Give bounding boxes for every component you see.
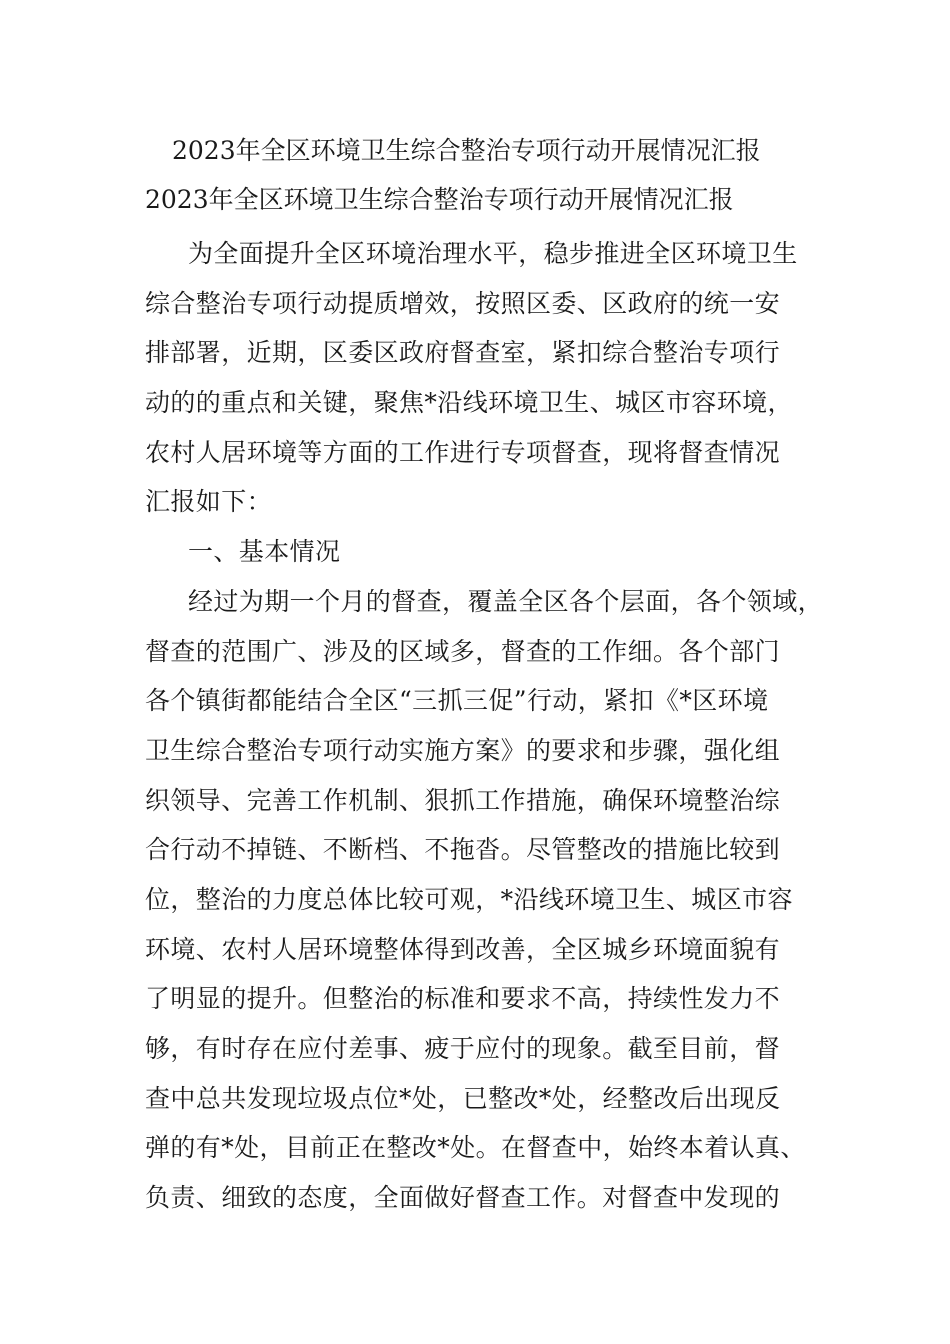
paragraph-line: 经过为期一个月的督查，覆盖全区各个层面，各个领域，	[188, 586, 824, 616]
paragraph-line: 织领导、完善工作机制、狠抓工作措施，确保环境整治综	[145, 785, 781, 815]
document-title-repeat: 2023年全区环境卫生综合整治专项行动开展情况汇报	[145, 185, 734, 214]
paragraph-line: 综合整治专项行动提质增效，按照区委、区政府的统一安	[145, 288, 781, 318]
paragraph-line: 位，整治的力度总体比较可观，*沿线环境卫生、城区市容	[145, 884, 793, 914]
paragraph-line: 农村人居环境等方面的工作进行专项督查，现将督查情况	[145, 437, 781, 467]
paragraph-line: 负责、细致的态度，全面做好督查工作。对督查中发现的	[145, 1183, 781, 1213]
paragraph-line: 卫生综合整治专项行动实施方案》的要求和步骤，强化组	[145, 735, 781, 765]
paragraph-line: 了明显的提升。但整治的标准和要求不高，持续性发力不	[145, 984, 781, 1014]
paragraph-line: 排部署，近期，区委区政府督查室，紧扣综合整治专项行	[145, 338, 781, 368]
paragraph-line: 各个镇街都能结合全区“三抓三促”行动，紧扣《*区环境	[145, 686, 769, 716]
paragraph-line: 为全面提升全区环境治理水平，稳步推进全区环境卫生	[188, 239, 798, 268]
document-body	[145, 229, 835, 1223]
paragraph-line: 汇报如下：	[145, 487, 273, 517]
paragraph-line: 环境、农村人居环境整体得到改善，全区城乡环境面貌有	[145, 934, 781, 964]
paragraph-line: 督查的范围广、涉及的区域多，督查的工作细。各个部门	[145, 636, 781, 666]
paragraph-line: 动的的重点和关键，聚焦*沿线环境卫生、城区市容环境，	[145, 388, 793, 418]
document-title: 2023年全区环境卫生综合整治专项行动开展情况汇报	[172, 136, 761, 165]
paragraph-line: 弹的有*处，目前正在整改*处。在督查中，始终本着认真、	[145, 1133, 806, 1163]
paragraph-line: 合行动不掉链、不断档、不拖沓。尽管整改的措施比较到	[145, 835, 781, 865]
section-heading: 一、基本情况	[188, 537, 341, 567]
paragraph-line: 够，有时存在应付差事、疲于应付的现象。截至目前，督	[145, 1034, 781, 1063]
paragraph-line: 查中总共发现垃圾点位*处，已整改*处，经整改后出现反	[145, 1083, 781, 1113]
